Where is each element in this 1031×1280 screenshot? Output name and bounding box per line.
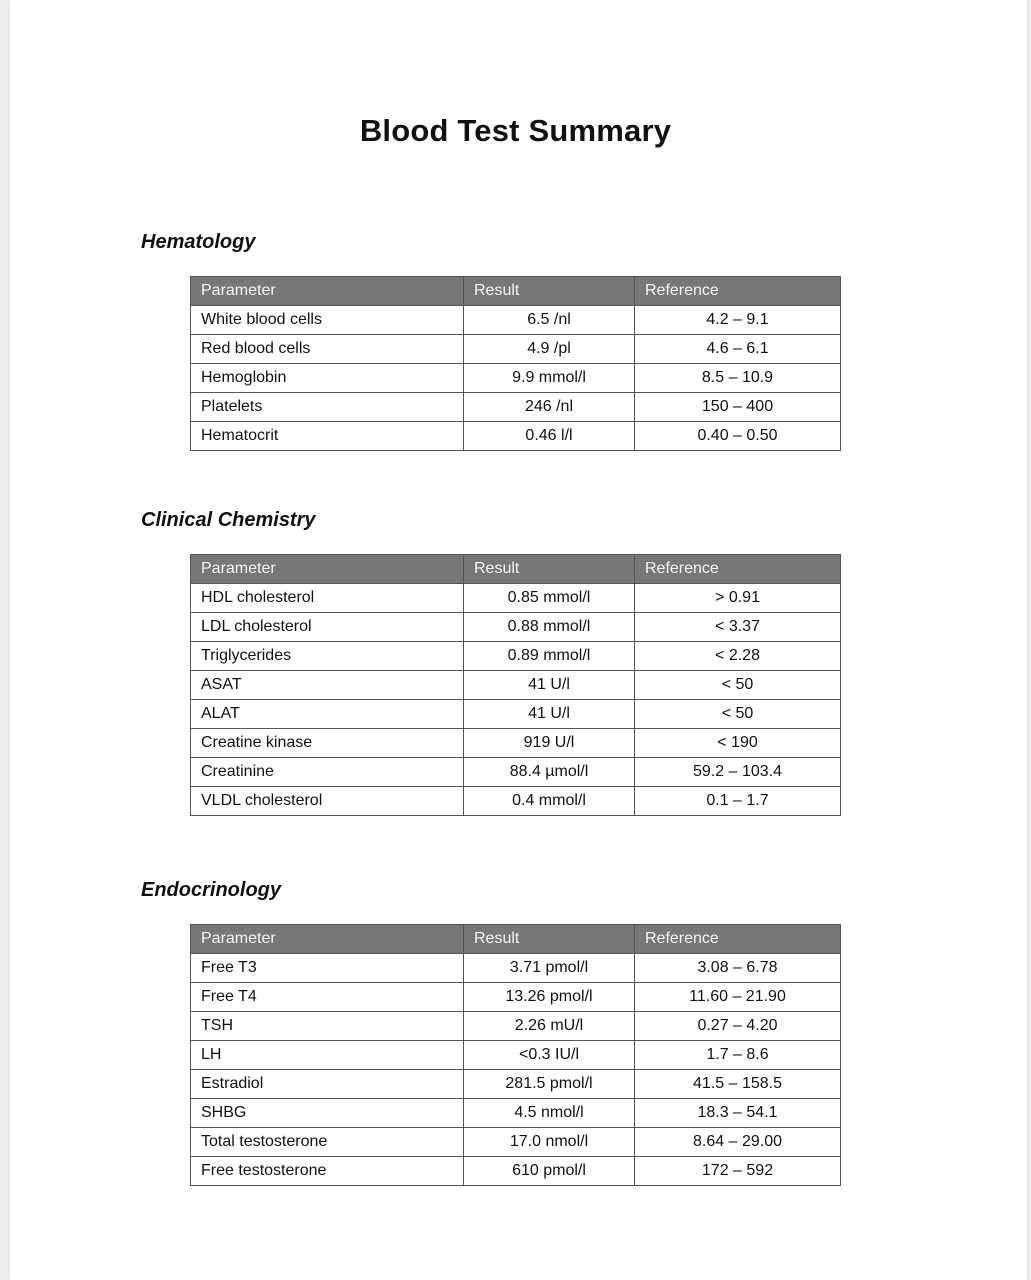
parameter-cell: HDL cholesterol [191, 584, 464, 613]
parameter-cell: Hematocrit [191, 422, 464, 451]
result-cell: 4.9 /pl [464, 335, 635, 364]
parameter-cell: Hemoglobin [191, 364, 464, 393]
reference-cell: 18.3 – 54.1 [635, 1099, 841, 1128]
table-row [191, 1012, 841, 1041]
reference-cell: 4.2 – 9.1 [635, 306, 841, 335]
result-cell: 0.46 l/l [464, 422, 635, 451]
section-title-hematology: Hematology [141, 231, 256, 253]
column-header-reference: Reference [635, 925, 841, 954]
reference-cell: 4.6 – 6.1 [635, 335, 841, 364]
table-row [191, 364, 841, 393]
parameter-cell: Creatine kinase [191, 729, 464, 758]
column-header-result: Result [464, 277, 635, 306]
table-row [191, 306, 841, 335]
result-cell: 246 /nl [464, 393, 635, 422]
reference-cell: < 190 [635, 729, 841, 758]
parameter-cell: Total testosterone [191, 1128, 464, 1157]
column-header-reference: Reference [635, 555, 841, 584]
column-header-result: Result [464, 925, 635, 954]
column-header-parameter: Parameter [191, 277, 464, 306]
result-cell: 41 U/l [464, 700, 635, 729]
reference-cell: 1.7 – 8.6 [635, 1041, 841, 1070]
table-row [191, 758, 841, 787]
result-cell: 4.5 nmol/l [464, 1099, 635, 1128]
parameter-cell: Creatinine [191, 758, 464, 787]
table-row [191, 1070, 841, 1099]
reference-cell: > 0.91 [635, 584, 841, 613]
column-header-parameter: Parameter [191, 925, 464, 954]
result-cell: 41 U/l [464, 671, 635, 700]
parameter-cell: ALAT [191, 700, 464, 729]
table-row [191, 613, 841, 642]
table-row [191, 671, 841, 700]
parameter-cell: LH [191, 1041, 464, 1070]
result-cell: 3.71 pmol/l [464, 954, 635, 983]
result-cell: 0.88 mmol/l [464, 613, 635, 642]
parameter-cell: Triglycerides [191, 642, 464, 671]
reference-cell: 150 – 400 [635, 393, 841, 422]
reference-cell: 59.2 – 103.4 [635, 758, 841, 787]
table-header-row [191, 555, 841, 584]
parameter-cell: ASAT [191, 671, 464, 700]
table-row [191, 1157, 841, 1186]
table-row [191, 642, 841, 671]
result-cell: 0.89 mmol/l [464, 642, 635, 671]
table-row [191, 787, 841, 816]
table-row [191, 1128, 841, 1157]
result-cell: 0.85 mmol/l [464, 584, 635, 613]
column-header-result: Result [464, 555, 635, 584]
parameter-cell: SHBG [191, 1099, 464, 1128]
reference-cell: 8.5 – 10.9 [635, 364, 841, 393]
parameter-cell: LDL cholesterol [191, 613, 464, 642]
reference-cell: 3.08 – 6.78 [635, 954, 841, 983]
reference-cell: 41.5 – 158.5 [635, 1070, 841, 1099]
parameter-cell: VLDL cholesterol [191, 787, 464, 816]
table-row [191, 1041, 841, 1070]
table-row [191, 584, 841, 613]
reference-cell: 0.27 – 4.20 [635, 1012, 841, 1041]
result-cell: 17.0 nmol/l [464, 1128, 635, 1157]
parameter-cell: TSH [191, 1012, 464, 1041]
result-cell: 13.26 pmol/l [464, 983, 635, 1012]
reference-cell: < 2.28 [635, 642, 841, 671]
page-title: Blood Test Summary [359, 113, 672, 148]
result-cell: 6.5 /nl [464, 306, 635, 335]
table-row [191, 393, 841, 422]
parameter-cell: Estradiol [191, 1070, 464, 1099]
parameter-cell: Platelets [191, 393, 464, 422]
parameter-cell: Free T3 [191, 954, 464, 983]
table-row [191, 422, 841, 451]
endocrinology-table [190, 924, 841, 1186]
result-cell: 919 U/l [464, 729, 635, 758]
parameter-cell: Red blood cells [191, 335, 464, 364]
table-header-row [191, 277, 841, 306]
reference-cell: < 50 [635, 671, 841, 700]
table-row [191, 983, 841, 1012]
result-cell: 610 pmol/l [464, 1157, 635, 1186]
table-row [191, 700, 841, 729]
result-cell: <0.3 IU/l [464, 1041, 635, 1070]
clinical-chemistry-table [190, 554, 841, 816]
hematology-table [190, 276, 841, 451]
reference-cell: 11.60 – 21.90 [635, 983, 841, 1012]
result-cell: 281.5 pmol/l [464, 1070, 635, 1099]
result-cell: 9.9 mmol/l [464, 364, 635, 393]
table-header-row [191, 925, 841, 954]
parameter-cell: Free T4 [191, 983, 464, 1012]
table-row [191, 1099, 841, 1128]
table-row [191, 729, 841, 758]
reference-cell: < 3.37 [635, 613, 841, 642]
section-title-clinical-chemistry: Clinical Chemistry [141, 509, 316, 531]
result-cell: 88.4 µmol/l [464, 758, 635, 787]
reference-cell: 8.64 – 29.00 [635, 1128, 841, 1157]
result-cell: 0.4 mmol/l [464, 787, 635, 816]
reference-cell: 0.1 – 1.7 [635, 787, 841, 816]
table-row [191, 954, 841, 983]
reference-cell: 0.40 – 0.50 [635, 422, 841, 451]
table-row [191, 335, 841, 364]
column-header-reference: Reference [635, 277, 841, 306]
section-title-endocrinology: Endocrinology [141, 879, 281, 901]
column-header-parameter: Parameter [191, 555, 464, 584]
result-cell: 2.26 mU/l [464, 1012, 635, 1041]
parameter-cell: White blood cells [191, 306, 464, 335]
parameter-cell: Free testosterone [191, 1157, 464, 1186]
reference-cell: < 50 [635, 700, 841, 729]
reference-cell: 172 – 592 [635, 1157, 841, 1186]
